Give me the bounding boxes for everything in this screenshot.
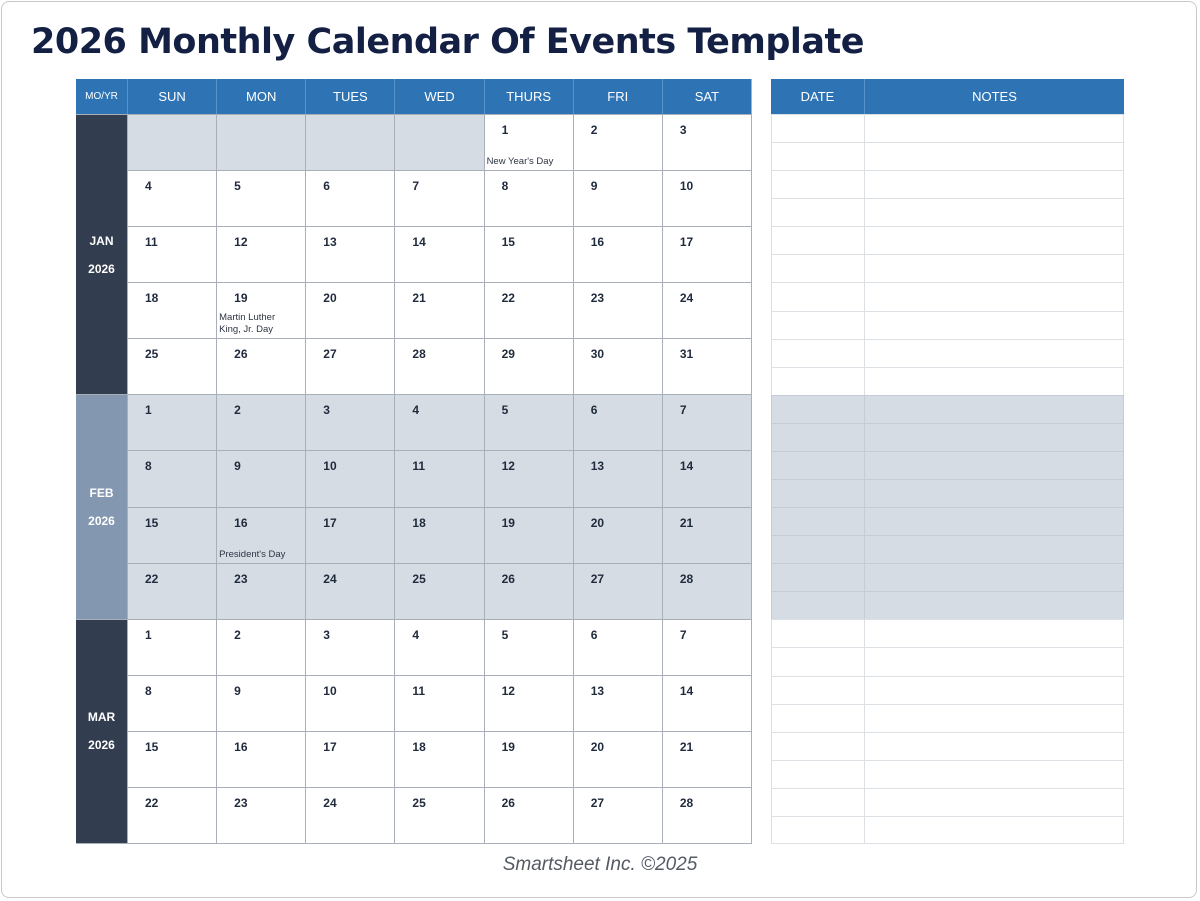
day-number: 20 xyxy=(590,515,605,530)
calendar-day-cell[interactable] xyxy=(662,731,751,787)
day-number: 20 xyxy=(323,291,337,306)
calendar-day-cell[interactable] xyxy=(216,450,305,506)
calendar-day-cell[interactable] xyxy=(484,507,573,563)
notes-text-cell[interactable] xyxy=(864,142,1124,170)
day-number: 1 xyxy=(145,403,152,418)
notes-text-cell[interactable] xyxy=(864,619,1124,647)
notes-date-cell[interactable] xyxy=(771,788,864,816)
month-name: FEB xyxy=(89,486,114,501)
calendar-day-cell[interactable] xyxy=(394,282,483,338)
calendar-day-cell[interactable] xyxy=(662,282,751,338)
calendar-day-cell[interactable] xyxy=(127,114,216,170)
day-number: 8 xyxy=(501,179,509,194)
calendar-day-cell[interactable] xyxy=(216,563,305,619)
day-number: 6 xyxy=(323,179,330,194)
notes-text-cell[interactable] xyxy=(864,479,1124,507)
calendar-day-cell[interactable] xyxy=(216,338,305,394)
day-number: 10 xyxy=(323,459,337,474)
calendar-day-cell[interactable] xyxy=(305,114,394,170)
calendar-day-cell[interactable] xyxy=(573,226,662,282)
day-number: 2 xyxy=(234,403,241,418)
notes-date-cell[interactable] xyxy=(771,367,864,395)
notes-date-cell[interactable] xyxy=(771,479,864,507)
notes-text-cell[interactable] xyxy=(864,226,1124,254)
day-number: 4 xyxy=(412,403,420,418)
notes-date-cell[interactable] xyxy=(771,816,864,844)
calendar-day-cell[interactable] xyxy=(394,507,483,563)
date-column-header: DATE xyxy=(771,79,864,114)
notes-date-cell[interactable] xyxy=(771,591,864,619)
event-label: Martin Luther King, Jr. Day xyxy=(219,312,276,336)
notes-table xyxy=(771,79,1124,844)
calendar-day-cell[interactable] xyxy=(573,394,662,450)
day-number: 27 xyxy=(323,347,337,362)
notes-date-cell[interactable] xyxy=(771,339,864,367)
calendar-day-cell[interactable] xyxy=(573,675,662,731)
day-number: 11 xyxy=(145,235,158,250)
calendar-day-cell[interactable] xyxy=(484,226,573,282)
notes-text-cell[interactable] xyxy=(864,788,1124,816)
month-label-feb xyxy=(76,394,127,618)
calendar-day-cell[interactable] xyxy=(484,619,573,675)
calendar-day-cell[interactable] xyxy=(394,114,483,170)
day-number: 14 xyxy=(679,683,694,698)
calendar-day-cell[interactable] xyxy=(127,338,216,394)
notes-date-cell[interactable] xyxy=(771,311,864,339)
day-number: 30 xyxy=(590,347,605,362)
notes-text-cell[interactable] xyxy=(864,563,1124,591)
month-name: MAR xyxy=(87,710,116,725)
calendar-day-cell[interactable] xyxy=(394,619,483,675)
day-number: 21 xyxy=(412,291,426,306)
calendar-day-cell[interactable] xyxy=(305,226,394,282)
calendar-day-cell[interactable] xyxy=(216,787,305,843)
calendar-day-cell[interactable] xyxy=(662,450,751,506)
day-number: 3 xyxy=(323,403,330,418)
calendar-day-cell[interactable] xyxy=(662,114,751,170)
notes-date-cell[interactable] xyxy=(771,619,864,647)
month-year: 2026 xyxy=(88,514,115,529)
calendar-day-cell[interactable] xyxy=(394,675,483,731)
calendar-day-cell[interactable] xyxy=(394,563,483,619)
day-number: 15 xyxy=(145,739,159,754)
calendar-day-cell[interactable] xyxy=(394,338,483,394)
day-number: 4 xyxy=(412,627,420,642)
calendar-day-cell[interactable] xyxy=(305,338,394,394)
day-number: 5 xyxy=(501,627,509,642)
notes-text-cell[interactable] xyxy=(864,170,1124,198)
event-label: New Year's Day xyxy=(486,156,554,168)
day-header-tues: TUES xyxy=(305,79,394,114)
calendar-day-cell[interactable] xyxy=(305,507,394,563)
notes-column-header: NOTES xyxy=(864,79,1124,114)
day-number: 14 xyxy=(679,459,694,474)
calendar-day-cell[interactable] xyxy=(216,114,305,170)
day-number: 6 xyxy=(590,403,598,418)
notes-text-cell[interactable] xyxy=(864,198,1124,226)
day-number: 24 xyxy=(323,571,337,586)
month-year: 2026 xyxy=(88,261,115,276)
calendar-day-cell[interactable] xyxy=(127,787,216,843)
calendar-day-cell[interactable] xyxy=(484,563,573,619)
notes-text-cell[interactable] xyxy=(864,423,1124,451)
calendar-day-cell[interactable] xyxy=(484,394,573,450)
notes-date-cell[interactable] xyxy=(771,563,864,591)
day-number: 15 xyxy=(501,235,515,250)
calendar-day-cell[interactable] xyxy=(305,170,394,226)
month-year: 2026 xyxy=(88,738,115,753)
day-number: 28 xyxy=(412,347,426,362)
day-header-thurs: THURS xyxy=(484,79,573,114)
day-number: 3 xyxy=(679,123,687,137)
calendar-day-cell[interactable] xyxy=(573,282,662,338)
notes-date-cell[interactable] xyxy=(771,423,864,451)
day-number: 7 xyxy=(412,179,420,194)
notes-text-cell[interactable] xyxy=(864,704,1124,732)
calendar-day-cell[interactable] xyxy=(573,338,662,394)
day-number: 7 xyxy=(679,627,687,642)
calendar-day-cell[interactable] xyxy=(573,507,662,563)
notes-text-cell[interactable] xyxy=(864,339,1124,367)
calendar-day-cell[interactable] xyxy=(305,675,394,731)
day-number: 4 xyxy=(145,179,152,194)
day-number: 12 xyxy=(501,459,515,474)
calendar-day-cell[interactable] xyxy=(127,450,216,506)
calendar-day-cell[interactable] xyxy=(662,226,751,282)
day-header-wed: WED xyxy=(394,79,483,114)
day-number: 19 xyxy=(501,515,515,530)
notes-text-cell[interactable] xyxy=(864,507,1124,535)
calendar-day-cell[interactable] xyxy=(573,450,662,506)
notes-date-cell[interactable] xyxy=(771,647,864,675)
notes-text-cell[interactable] xyxy=(864,591,1124,619)
calendar-day-cell[interactable] xyxy=(305,394,394,450)
day-number: 21 xyxy=(679,739,694,754)
notes-text-cell[interactable] xyxy=(864,732,1124,760)
calendar-day-cell[interactable] xyxy=(484,675,573,731)
day-header-mon: MON xyxy=(216,79,305,114)
notes-date-cell[interactable] xyxy=(771,732,864,760)
notes-date-cell[interactable] xyxy=(771,198,864,226)
calendar-day-cell[interactable] xyxy=(573,619,662,675)
day-header-sat: SAT xyxy=(662,79,751,114)
notes-text-cell[interactable] xyxy=(864,367,1124,395)
calendar-day-cell[interactable] xyxy=(662,619,751,675)
notes-text-cell[interactable] xyxy=(864,535,1124,563)
day-number: 17 xyxy=(323,515,337,530)
day-number: 10 xyxy=(679,179,694,194)
day-number: 2 xyxy=(234,627,241,642)
day-number: 13 xyxy=(323,235,337,250)
page-title: 2026 Monthly Calendar Of Events Template xyxy=(31,22,864,62)
day-number: 7 xyxy=(679,403,687,418)
day-number: 1 xyxy=(145,627,152,642)
notes-text-cell[interactable] xyxy=(864,451,1124,479)
notes-text-cell[interactable] xyxy=(864,254,1124,282)
calendar-day-cell[interactable] xyxy=(394,170,483,226)
calendar-day-cell[interactable] xyxy=(305,619,394,675)
calendar-day-cell[interactable] xyxy=(394,394,483,450)
calendar-day-cell[interactable] xyxy=(216,282,305,338)
calendar-day-cell[interactable] xyxy=(484,338,573,394)
calendar-day-cell[interactable] xyxy=(216,675,305,731)
calendar-day-cell[interactable] xyxy=(484,282,573,338)
calendar-day-cell[interactable] xyxy=(484,787,573,843)
day-number: 12 xyxy=(501,683,515,698)
notes-date-cell[interactable] xyxy=(771,535,864,563)
calendar-day-cell[interactable] xyxy=(305,282,394,338)
day-number: 5 xyxy=(501,403,509,418)
calendar-day-cell[interactable] xyxy=(573,114,662,170)
calendar-day-cell[interactable] xyxy=(662,394,751,450)
day-number: 16 xyxy=(234,515,248,530)
calendar-day-cell[interactable] xyxy=(127,619,216,675)
day-number: 3 xyxy=(323,627,330,642)
calendar-day-cell[interactable] xyxy=(394,226,483,282)
calendar-day-cell[interactable] xyxy=(394,450,483,506)
day-number: 26 xyxy=(234,347,248,362)
day-number: 10 xyxy=(323,683,337,698)
day-number: 22 xyxy=(501,291,515,306)
day-number: 25 xyxy=(412,571,426,586)
day-number: 15 xyxy=(145,515,159,530)
day-number: 14 xyxy=(412,235,426,250)
day-number: 29 xyxy=(501,347,515,362)
day-number: 23 xyxy=(590,291,605,306)
calendar-day-cell[interactable] xyxy=(662,170,751,226)
day-number: 23 xyxy=(234,795,248,810)
notes-date-cell[interactable] xyxy=(771,142,864,170)
calendar-day-cell[interactable] xyxy=(662,563,751,619)
notes-date-cell[interactable] xyxy=(771,704,864,732)
calendar-day-cell[interactable] xyxy=(216,619,305,675)
calendar-day-cell[interactable] xyxy=(484,114,573,170)
day-number: 12 xyxy=(234,235,248,250)
calendar-day-cell[interactable] xyxy=(305,563,394,619)
day-number: 11 xyxy=(412,459,426,474)
day-number: 9 xyxy=(234,683,241,698)
day-number: 19 xyxy=(234,291,248,306)
day-header-fri: FRI xyxy=(573,79,662,114)
calendar-day-cell[interactable] xyxy=(127,226,216,282)
month-name: JAN xyxy=(89,233,114,248)
notes-text-cell[interactable] xyxy=(864,114,1124,142)
day-number: 18 xyxy=(412,739,426,754)
calendar-day-cell[interactable] xyxy=(573,563,662,619)
footer-copyright: Smartsheet Inc. ©2025 xyxy=(502,854,698,875)
day-number: 18 xyxy=(145,291,159,306)
day-number: 5 xyxy=(234,179,241,194)
calendar-day-cell[interactable] xyxy=(573,787,662,843)
day-number: 28 xyxy=(679,795,694,810)
notes-date-cell[interactable] xyxy=(771,254,864,282)
calendar-day-cell[interactable] xyxy=(127,675,216,731)
day-number: 22 xyxy=(145,571,159,586)
notes-date-cell[interactable] xyxy=(771,395,864,423)
calendar-day-cell[interactable] xyxy=(127,394,216,450)
calendar-day-cell[interactable] xyxy=(216,226,305,282)
calendar-day-cell[interactable] xyxy=(216,507,305,563)
day-number: 9 xyxy=(590,179,598,194)
month-label-jan xyxy=(76,114,127,394)
day-number: 26 xyxy=(501,795,515,810)
day-number: 18 xyxy=(412,515,426,530)
calendar-day-cell[interactable] xyxy=(305,787,394,843)
calendar-day-cell[interactable] xyxy=(305,731,394,787)
notes-date-cell[interactable] xyxy=(771,226,864,254)
calendar-day-cell[interactable] xyxy=(484,170,573,226)
day-number: 24 xyxy=(323,795,337,810)
calendar-day-cell[interactable] xyxy=(305,450,394,506)
day-number: 24 xyxy=(679,291,694,306)
calendar-day-cell[interactable] xyxy=(127,563,216,619)
notes-text-cell[interactable] xyxy=(864,676,1124,704)
notes-date-cell[interactable] xyxy=(771,760,864,788)
day-number: 11 xyxy=(412,683,426,698)
month-label-mar xyxy=(76,619,127,843)
day-number: 8 xyxy=(145,459,152,474)
day-number: 31 xyxy=(679,347,694,362)
day-number: 8 xyxy=(145,683,152,698)
day-number: 21 xyxy=(679,515,694,530)
calendar-day-cell[interactable] xyxy=(662,338,751,394)
notes-text-cell[interactable] xyxy=(864,395,1124,423)
day-number: 16 xyxy=(234,739,248,754)
day-number: 13 xyxy=(590,683,605,698)
day-number: 22 xyxy=(145,795,159,810)
notes-date-cell[interactable] xyxy=(771,451,864,479)
calendar-day-cell[interactable] xyxy=(394,787,483,843)
day-number: 27 xyxy=(590,795,605,810)
calendar-day-cell[interactable] xyxy=(394,731,483,787)
notes-date-cell[interactable] xyxy=(771,282,864,310)
notes-text-cell[interactable] xyxy=(864,816,1124,844)
day-number: 28 xyxy=(679,571,694,586)
calendar-day-cell[interactable] xyxy=(484,731,573,787)
day-number: 23 xyxy=(234,571,248,586)
day-number: 27 xyxy=(590,571,605,586)
day-number: 26 xyxy=(501,571,515,586)
notes-text-cell[interactable] xyxy=(864,282,1124,310)
notes-text-cell[interactable] xyxy=(864,760,1124,788)
calendar-day-cell[interactable] xyxy=(127,170,216,226)
day-header-sun: SUN xyxy=(127,79,216,114)
notes-date-cell[interactable] xyxy=(771,114,864,142)
day-number: 19 xyxy=(501,739,515,754)
calendar-day-cell[interactable] xyxy=(662,787,751,843)
day-number: 17 xyxy=(679,235,694,250)
calendar-day-cell[interactable] xyxy=(573,731,662,787)
calendar-day-cell[interactable] xyxy=(127,507,216,563)
mo-yr-header: MO/YR xyxy=(76,79,127,114)
day-number: 16 xyxy=(590,235,605,250)
notes-text-cell[interactable] xyxy=(864,311,1124,339)
notes-text-cell[interactable] xyxy=(864,647,1124,675)
day-number: 25 xyxy=(412,795,426,810)
calendar-day-cell[interactable] xyxy=(127,731,216,787)
day-number: 9 xyxy=(234,459,241,474)
calendar-day-cell[interactable] xyxy=(573,170,662,226)
calendar-day-cell[interactable] xyxy=(662,507,751,563)
day-number: 17 xyxy=(323,739,337,754)
event-label: President's Day xyxy=(219,548,286,560)
day-number: 1 xyxy=(501,123,509,137)
day-number: 6 xyxy=(590,627,598,642)
calendar-day-cell[interactable] xyxy=(216,170,305,226)
day-number: 2 xyxy=(590,123,598,137)
notes-date-cell[interactable] xyxy=(771,170,864,198)
calendar-day-cell[interactable] xyxy=(216,731,305,787)
notes-date-cell[interactable] xyxy=(771,676,864,704)
calendar-day-cell[interactable] xyxy=(127,282,216,338)
day-number: 25 xyxy=(145,347,159,362)
calendar-day-cell[interactable] xyxy=(662,675,751,731)
calendar-day-cell[interactable] xyxy=(484,450,573,506)
day-number: 13 xyxy=(590,459,605,474)
notes-date-cell[interactable] xyxy=(771,507,864,535)
day-number: 20 xyxy=(590,739,605,754)
calendar-day-cell[interactable] xyxy=(216,394,305,450)
calendar-grid xyxy=(76,79,752,844)
